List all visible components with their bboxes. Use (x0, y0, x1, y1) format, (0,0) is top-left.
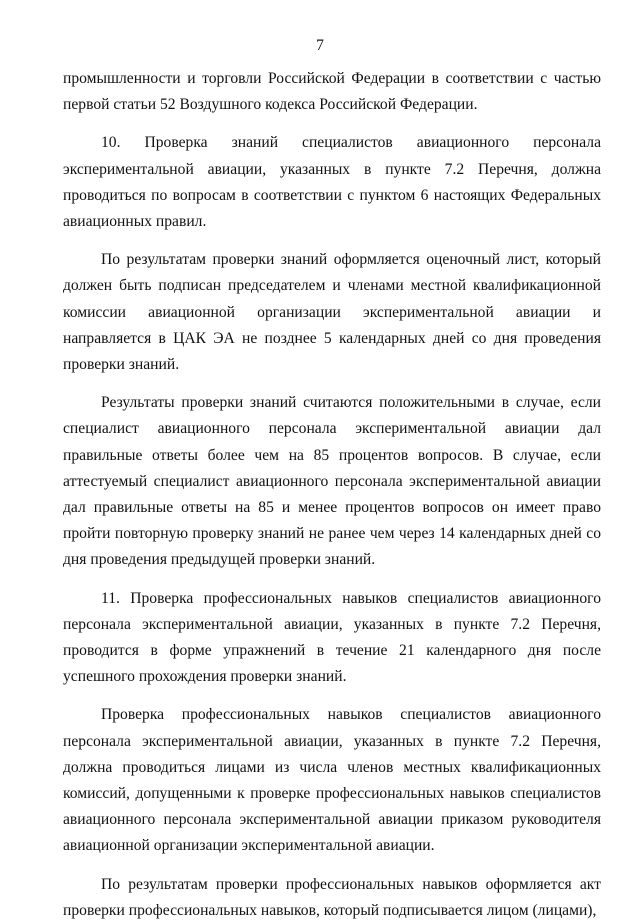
paragraph-item-11: 11. Проверка профессиональных навыков специалистов авиационного персонала экспериментальной авиации, указанных в пункте 7.2 Перечня, проводится в форме упражнений в течение 21 календарного дня после успешного прохождения проверки знаний. (63, 589, 601, 686)
paragraph-knowledge-results: Результаты проверки знаний считаются положительными в случае, если специалист авиационного персонала экспериментальной авиации дал правильные ответы более чем на 85 процентов вопросов. В случае, если аттестуемый специалист авиационного персонала экспериментальной авиации дал правильные ответы на 85 и менее процентов вопросов он имеет право пройти повторную проверку знаний не ранее чем через 14 календарных дней со дня проведения предыдущей проверки знаний. (63, 394, 601, 569)
paragraph-continuation: промышленности и торговли Российской Федерации в соответствии с частью первой статьи 52 Воздушного кодекса Российской Федерации. (63, 70, 601, 114)
document-body (63, 66, 605, 924)
paragraph-item-10: 10. Проверка знаний специалистов авиационного персонала экспериментальной авиации, указанных в пункте 7.2 Перечня, должна проводиться по вопросам в соответствии с пунктом 6 настоящих Федеральных авиационных правил. (63, 134, 605, 231)
paragraph-assessment-sheet: По результатам проверки знаний оформляется оценочный лист, который должен быть подписан председателем и членами местной квалификационной комиссии авиационной организации экспериментальной авиации и направляется в ЦАК ЭА не позднее 5 календарных дней со дня проведения проверки знаний. (63, 251, 601, 374)
page-number: 7 (316, 37, 324, 54)
paragraph-skills-act: По результатам проверки профессиональных навыков оформляется акт проверки профессиональных навыков, который подписывается лицом (лицами), (63, 875, 601, 919)
paragraph-skills-check: Проверка профессиональных навыков специалистов авиационного персонала экспериментальной авиации, указанных в пункте 7.2 Перечня, должна проводиться лицами из числа членов местных квалификационных комиссий, допущенными к проверке профессиональных навыков специалистов авиационного персонала экспериментальной авиации приказом руководителя авиационной организации экспериментальной авиации. (63, 706, 601, 855)
